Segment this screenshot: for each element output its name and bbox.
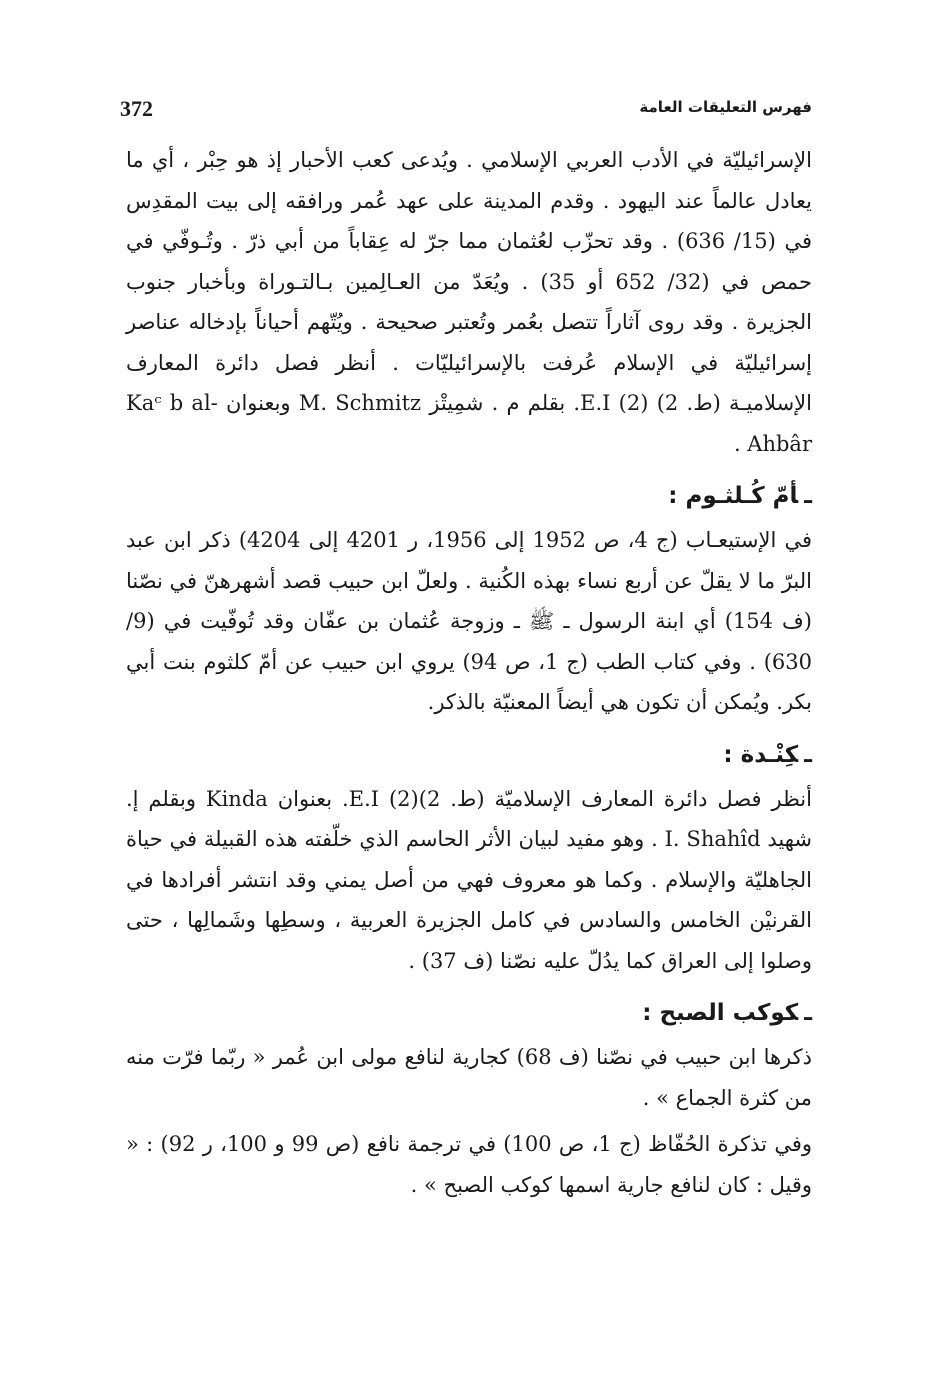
entry-kinda-title: كِنْـدة : bbox=[723, 741, 799, 768]
running-head: فهرس التعليقات العامة bbox=[639, 98, 812, 116]
page-number: 372 bbox=[120, 96, 153, 121]
entry-kawkab-al-subh-title: كوكب الصبح : bbox=[642, 1000, 799, 1026]
page-header bbox=[120, 96, 812, 130]
entry-kawkab-al-subh-heading bbox=[126, 993, 812, 1033]
entry-dash: ـ bbox=[804, 1000, 812, 1026]
paragraph-kinda: أنظر فصل دائرة المعارف الإسلاميّة (ط. 2)(2) E.I. بعنوان Kinda وبقلم إ. شهيد I. Shahîd . وهو مفيد لبيان الأثر الحاسم الذي خلّفته هذه القبيلة في حياة الجاهليّة والإسلام . وكما هو معروف فهي من أصل يمني وقد انتشر أفرادها في القرنيْن الخامس والسادس في كامل الجزيرة العربية ، وسطِها وشَمالِها ، حتى وصلوا إلى العراق كما يدُلّ عليه نصّنا (ف 37) . bbox=[126, 786, 813, 973]
entry-dash: ـ bbox=[804, 741, 812, 768]
paragraph-umm-kulthum: في الإستيعـاب (ج 4، ص 1952 إلى 1956، ر 4201 إلى 4204) ذكر ابن عبد البرّ ما لا يقلّ عن أربع نساء بهذه الكُنية . ولعلّ ابن حبيب قصد أشهرهنّ في نصّنا (ف 154) أي ابنة الرسول ـ ﷺ ـ وزوجة عُثمان بن عفّان وقد تُوفّيت في (9/ 630) . وفي كتاب الطب (ج 1، ص 94) يروي ابن حبيب عن أمّ كلثوم بنت أبي بكر. ويُمكن أن تكون هي أيضاً المعنيّة بالذكر. bbox=[126, 528, 813, 714]
entry-umm-kulthum-title: أمّ كُـلثـوم : bbox=[668, 483, 799, 509]
entry-umm-kulthum-heading bbox=[126, 476, 812, 516]
paragraph-kawkab-al-subh: ذكرها ابن حبيب في نصّنا (ف 68) كجارية لنافع مولى ابن عُمر « ربّما فرّت منه من كثرة الجماع » . bbox=[126, 1045, 812, 1110]
entry-kinda-heading bbox=[126, 735, 812, 775]
body-text bbox=[126, 140, 812, 1205]
entry-dash: ـ bbox=[804, 483, 812, 509]
paragraph-tadhkirat-al-huffaz: وفي تذكرة الحُفّاظ (ج 1، ص 100) في ترجمة نافع (ص 99 و 100، ر 92) : « وقيل : كان لنافع جارية اسمها كوكب الصبح » . bbox=[126, 1132, 812, 1197]
paragraph-kaab-al-ahbar: الإسرائيليّة في الأدب العربي الإسلامي . ويُدعى كعب الأحبار إذ هو حِبْر ، أي ما يعادل عالماً عند اليهود . وقدم المدينة على عهد عُمر ورافقه إلى بيت المقدِس في (15/ 636) . وقد تحزّب لعُثمان مما جرّ له عِقاباً من أبي ذرّ . وتُـوفّي في حمص في (32/ 652 أو 35) . ويُعَدّ من العـالِمين بـالتـوراة وبأخبار جنوب الجزيرة . وقد روى آثاراً تتصل بعُمر وتُعتبر صحيحة . ويُتّهم أحياناً بإدخاله عناصر إسرائيليّة في الإسلام عُرفت بالإسرائيليّات . أنظر فصل دائرة المعارف الإسلاميـة (ط. 2) (2) E.I. بقلم م . شمِيتْز M. Schmitz وبعنوان Kaᶜ b al-Ahbâr . bbox=[126, 148, 812, 456]
